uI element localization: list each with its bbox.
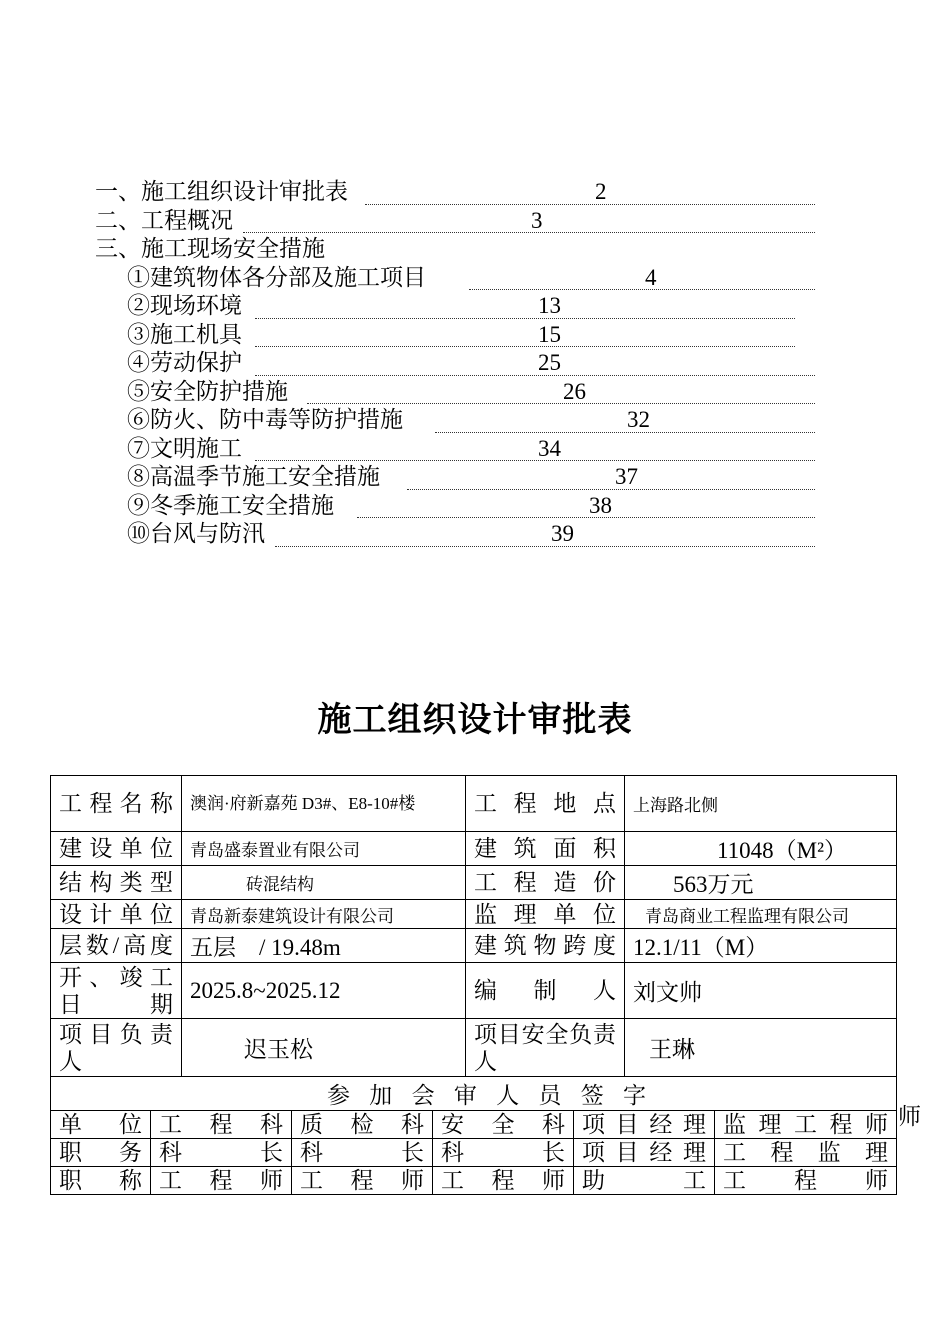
toc-entry-page: 38: [589, 492, 612, 518]
signature-table: [51, 1111, 897, 1195]
designer-label: 设计单位: [51, 900, 182, 929]
toc-entry-label: 二、工程概况: [95, 207, 233, 233]
toc-entry: [95, 321, 815, 350]
leader-dots: [255, 346, 795, 347]
toc-entry: [95, 463, 815, 492]
pm-label: 项目负责人: [51, 1019, 182, 1077]
toc-entry-label: ④劳动保护: [127, 350, 242, 375]
signature-row: [51, 1111, 897, 1139]
toc-entry: [95, 378, 815, 407]
dates-label: 开、竣工日期: [51, 963, 182, 1019]
form-row: [51, 1019, 897, 1077]
sign-cell: 工程科: [151, 1111, 292, 1139]
sign-cell: 工程师: [433, 1167, 574, 1195]
toc-entry-page: 2: [595, 179, 607, 204]
toc-entry-label: ⑦文明施工: [127, 435, 242, 461]
pm-value: 迟玉松: [182, 1019, 466, 1077]
approval-form-table: [50, 775, 897, 1195]
sign-cell: 项目经理: [574, 1111, 715, 1139]
form-row: [51, 832, 897, 866]
span-label: 建筑物跨度: [466, 929, 625, 963]
owner-label: 建设单位: [51, 832, 182, 866]
sign-cell: 科长: [151, 1139, 292, 1167]
sign-cell: 工程监理: [715, 1139, 897, 1167]
form-row: [51, 1077, 897, 1111]
dates-value: 2025.8~2025.12: [182, 963, 466, 1019]
area-label: 建筑面积: [466, 832, 625, 866]
safety-label: 项目安全负责人: [466, 1019, 625, 1077]
location-value: 上海路北侧: [625, 776, 897, 832]
toc-entry: [95, 520, 815, 549]
toc-entry-page: 37: [615, 464, 638, 489]
leader-dots: [255, 460, 815, 461]
sign-cell: 助工: [574, 1167, 715, 1195]
author-label: 编制人: [466, 963, 625, 1019]
toc-entry-label: ②现场环境: [127, 293, 242, 318]
structure-label: 结构类型: [51, 866, 182, 900]
leader-dots: [365, 204, 815, 205]
form-row: [51, 963, 897, 1019]
signature-row: [51, 1139, 897, 1167]
owner-value: 青岛盛泰置业有限公司: [182, 832, 466, 866]
toc-entry-page: 15: [538, 321, 561, 347]
toc-entry: [95, 207, 815, 236]
sign-cell: 职称: [51, 1167, 151, 1195]
supervisor-value: 青岛商业工程监理有限公司: [625, 900, 897, 929]
form-row: [51, 866, 897, 900]
toc-entry-label: 三、施工现场安全措施: [95, 236, 325, 261]
leader-dots: [469, 289, 815, 290]
toc-entry-label: ⑧高温季节施工安全措施: [127, 464, 380, 489]
toc-entry-page: 4: [645, 264, 657, 290]
toc-entry-label: ③施工机具: [127, 321, 242, 347]
toc-entry: [95, 235, 815, 264]
sign-cell: 项目经理: [574, 1139, 715, 1167]
project-name-value: 澳润·府新嘉苑 D3#、E8-10#楼: [182, 776, 466, 832]
toc-entry-page: 25: [538, 350, 561, 375]
supervisor-label: 监理单位: [466, 900, 625, 929]
toc-entry: [95, 406, 815, 435]
toc-entry: [95, 178, 815, 207]
toc-entry-label: ⑩台风与防汛: [127, 521, 265, 546]
toc-entry-page: 32: [627, 407, 650, 432]
sign-cell: 单位: [51, 1111, 151, 1139]
form-title: 施工组织设计审批表: [317, 700, 633, 740]
sign-cell: 科长: [292, 1139, 433, 1167]
leader-dots: [275, 546, 815, 547]
floors-value: 五层 / 19.48m: [182, 929, 466, 963]
toc-entry-page: 26: [563, 378, 586, 404]
leader-dots: [407, 489, 815, 490]
area-value: 11048（M²）: [625, 832, 897, 866]
leader-dots: [435, 432, 815, 433]
leader-dots: [255, 375, 815, 376]
cost-label: 工程造价: [466, 866, 625, 900]
toc-entry: [95, 492, 815, 521]
project-name-label: 工程名称: [51, 776, 182, 832]
structure-value: 砖混结构: [182, 866, 466, 900]
table-of-contents: [95, 178, 815, 549]
toc-entry-label: ⑤安全防护措施: [127, 378, 288, 404]
sign-cell: 科长: [433, 1139, 574, 1167]
leader-dots: [357, 517, 815, 518]
toc-entry: [95, 264, 815, 293]
sign-cell: 监理工程师: [715, 1111, 897, 1139]
sign-overflow-text: 师: [898, 1104, 921, 1129]
toc-entry: [95, 435, 815, 464]
form-row: [51, 776, 897, 832]
toc-entry: [95, 349, 815, 378]
sign-cell: 工程师: [292, 1167, 433, 1195]
location-label: 工程地点: [466, 776, 625, 832]
sign-cell: 质检科: [292, 1111, 433, 1139]
toc-entry-label: ①建筑物体各分部及施工项目: [127, 264, 426, 290]
safety-value: 王琳: [625, 1019, 897, 1077]
leader-dots: [307, 403, 815, 404]
span-value: 12.1/11（M）: [625, 929, 897, 963]
form-row: [51, 929, 897, 963]
sign-cell: 工程师: [715, 1167, 897, 1195]
toc-entry-page: 3: [531, 207, 543, 233]
toc-entry-label: ⑨冬季施工安全措施: [127, 492, 334, 518]
toc-entry-page: 39: [551, 521, 574, 546]
floors-label: 层数/高度: [51, 929, 182, 963]
toc-entry-page: 13: [538, 293, 561, 318]
sign-cell: 工程师: [151, 1167, 292, 1195]
leader-dots: [243, 232, 815, 233]
form-row: [51, 1111, 897, 1195]
toc-entry-label: ⑥防火、防中毒等防护措施: [127, 407, 403, 432]
leader-dots: [255, 318, 795, 319]
toc-entry-label: 一、施工组织设计审批表: [95, 179, 348, 204]
author-value: 刘文帅: [625, 963, 897, 1019]
sign-header: 参加会审人员签字: [327, 1083, 646, 1108]
toc-entry: [95, 292, 815, 321]
form-row: [51, 900, 897, 929]
sign-cell: 职务: [51, 1139, 151, 1167]
sign-cell: 安全科: [433, 1111, 574, 1139]
toc-entry-page: 34: [538, 435, 561, 461]
designer-value: 青岛新泰建筑设计有限公司: [182, 900, 466, 929]
cost-value: 563万元: [625, 866, 897, 900]
signature-row: [51, 1167, 897, 1195]
